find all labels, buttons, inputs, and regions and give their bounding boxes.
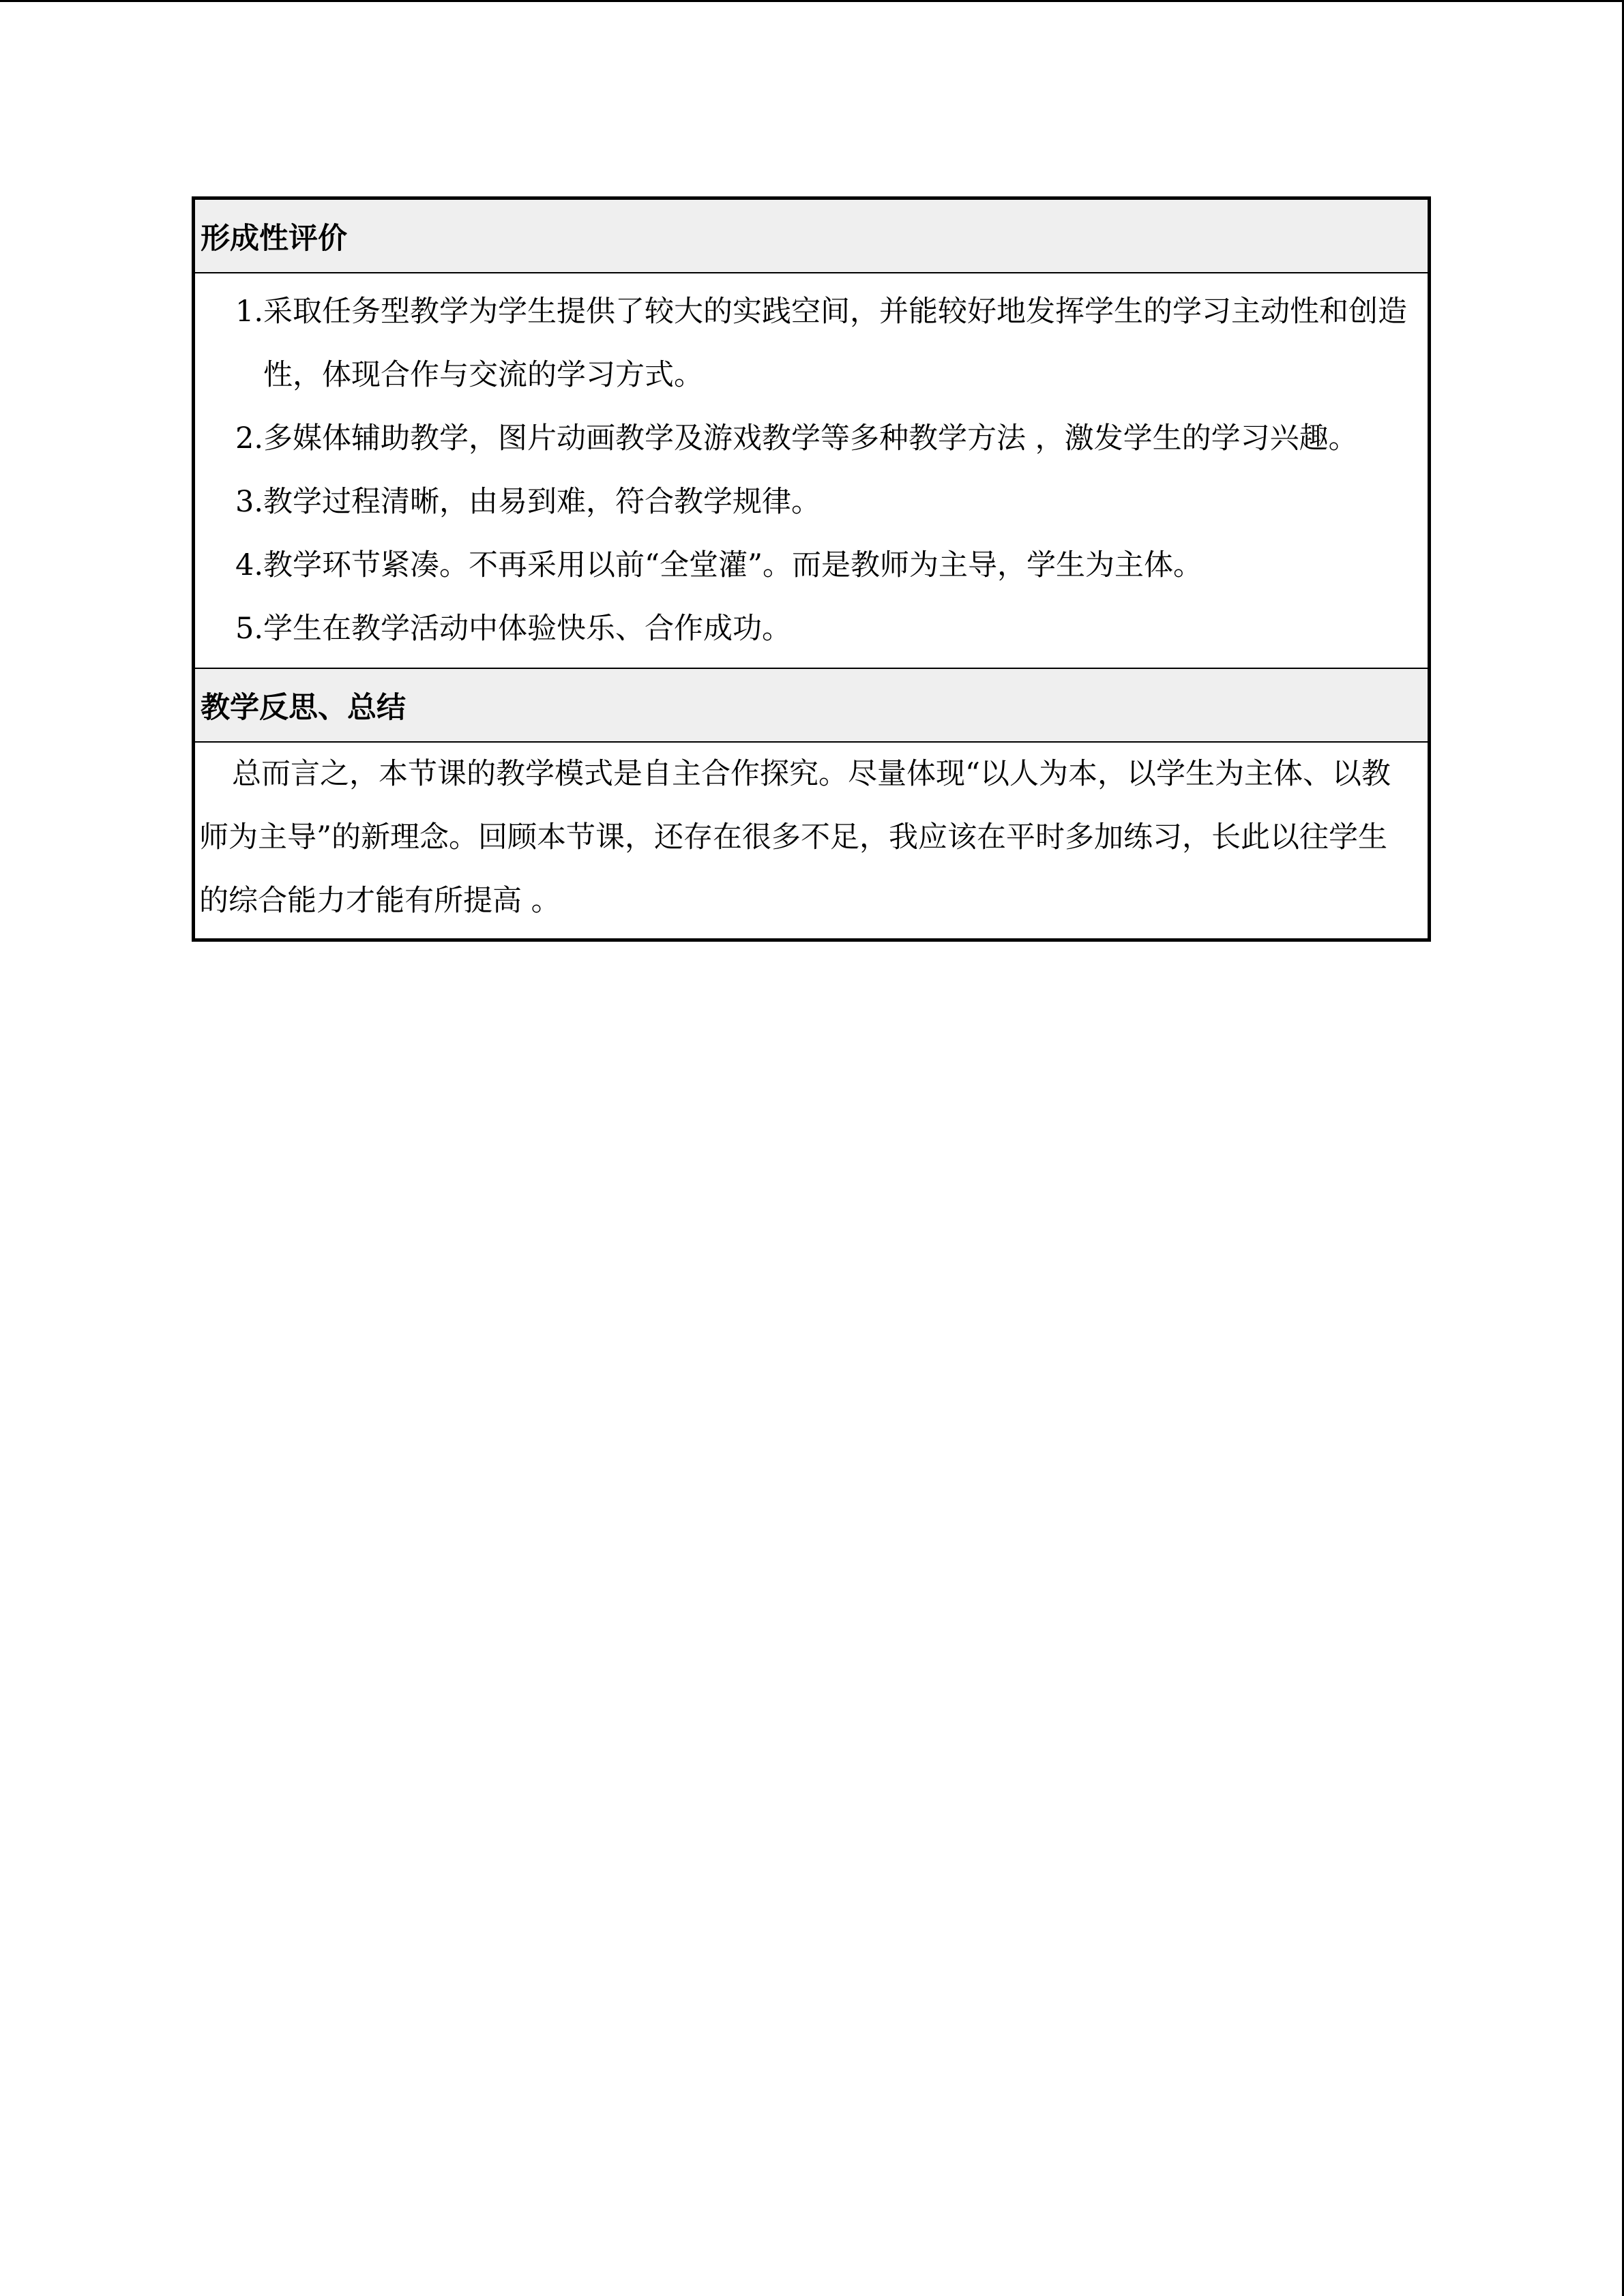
list-item-number: 3. [235,485,263,519]
list-item [195,534,1428,597]
list-item [195,280,1428,407]
reflection-paragraph: 总而言之，本节课的教学模式是自主合作探究。尽量体现“以人为本，以学生为主体、以教师为主导”的新理念。回顾本节课，还存在很多不足，我应该在平时多加练习，长此以往学生的综合能力才能有所提高 。 [199,757,1391,918]
evaluation-list [195,273,1428,669]
list-item-number: 2. [235,421,263,456]
list-item-text: 教学环节紧凑。不再采用以前“全堂灌”。而是教师为主导，学生为主体。 [263,548,1202,582]
evaluation-header [195,200,1428,273]
list-item-text: 学生在教学活动中体验快乐、合作成功。 [263,612,791,646]
list-item-number: 4. [235,548,263,582]
list-item [195,597,1428,661]
list-item-text: 多媒体辅助教学，图片动画教学及游戏教学等多种教学方法 ，激发学生的学习兴趣。 [263,421,1358,456]
page-border-top [0,0,1624,2]
list-item [195,471,1428,534]
list-item-text: 采取任务型教学为学生提供了较大的实践空间，并能较好地发挥学生的学习主动性和创造性，体现合作与交流的学习方式。 [263,295,1407,392]
list-item-number: 5. [235,612,263,646]
evaluation-title: 形成性评价 [201,221,347,256]
list-item-text: 教学过程清晰，由易到难，符合教学规律。 [263,485,821,519]
list-item [195,407,1428,471]
reflection-title: 教学反思、总结 [201,690,406,725]
reflection-header [195,669,1428,743]
list-item-number: 1. [235,295,263,329]
evaluation-table [192,196,1431,942]
